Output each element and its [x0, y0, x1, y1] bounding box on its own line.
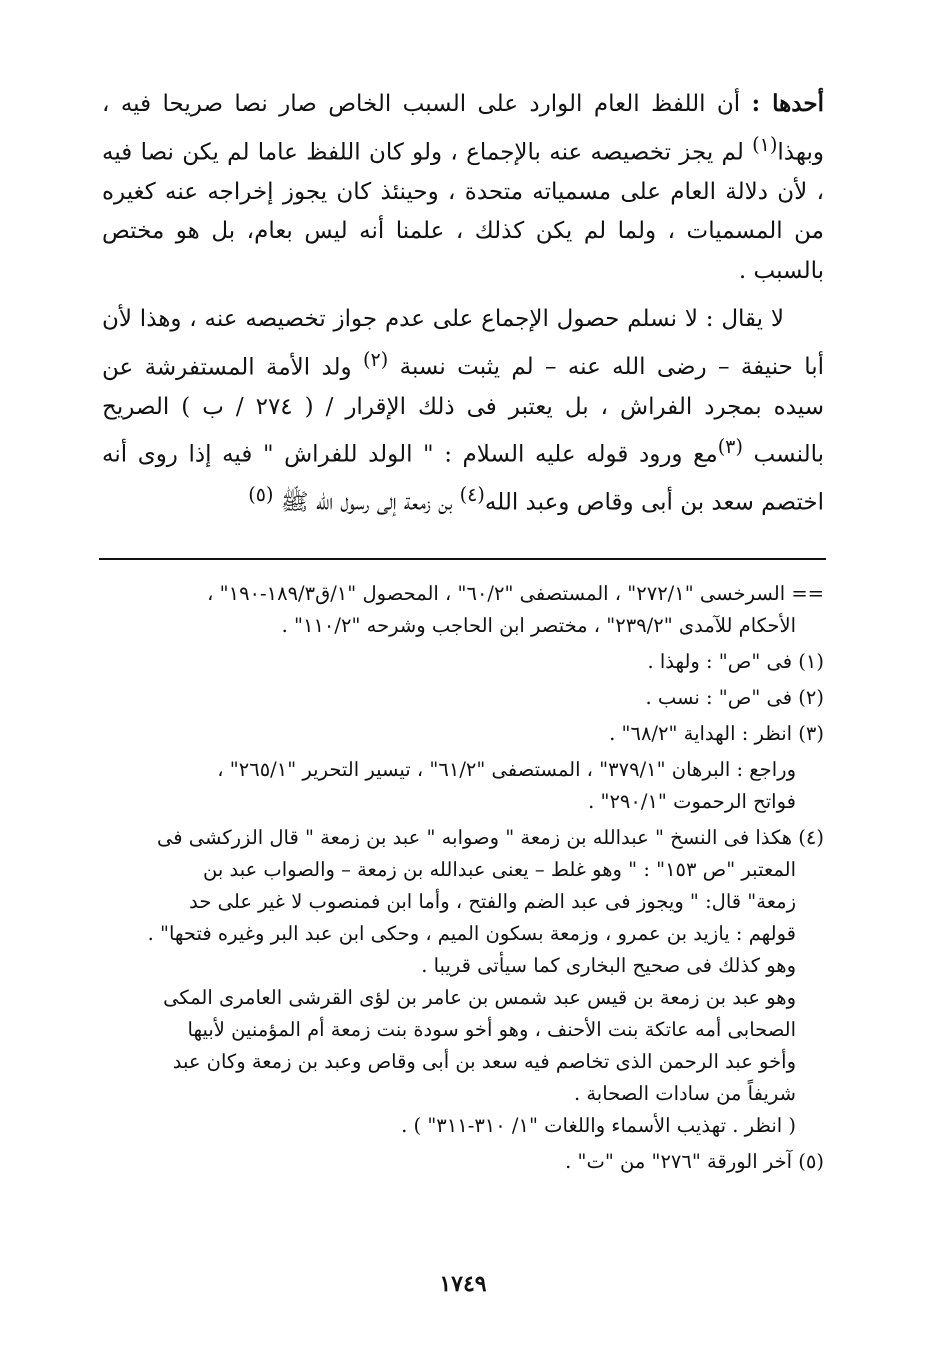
- footnote-4-line: زمعة" قال: " ويجوز فى عبد الضم والفتح ، وأما ابن فمنصوب لا غير على حد: [189, 890, 796, 913]
- footnote-4-line: وأخو عبد الرحمن الذى تخاصم فيه سعد بن أبى وقاص وعبد بن زمعة وكان عبد: [172, 1050, 796, 1073]
- footnote-continuation: الأحكام للآمدى "٢٣٩/٢" ، مختصر ابن الحاجب وشرحه "١١٠/٢" .: [281, 614, 796, 637]
- paragraph-text: ولد الأمة المستفرشة عن سيده بمجرد الفراش ، بل يعتبر فى ذلك الإقرار / ( ٢٧٤ / ب ) الصريح بالنسب: [102, 354, 825, 468]
- footnote-4-line: شريفاً من سادات الصحابة .: [573, 1082, 796, 1105]
- footnote-4: (٤) هكذا فى النسخ " عبدالله بن زمعة " وصوابه " عبد بن زمعة " قال الزركشى فى: [156, 826, 824, 849]
- footnote-4-line: وهو كذلك فى صحيح البخارى كما سيأتى قريبا .: [421, 954, 796, 977]
- footnote-4-line: المعتبر "ص ١٥٣" : " وهو غلط – يعنى عبدالله بن زمعة – والصواب عبد بن: [202, 858, 796, 881]
- paragraph-lead: أحدها :: [751, 90, 824, 117]
- footnote-ref-5: (٥): [248, 483, 274, 507]
- footnote-1: (١) فى "ص" : ولهذا .: [647, 650, 824, 673]
- paragraph-text: بن زمعة إلى رسول الله ﷺ: [280, 490, 453, 517]
- paragraph-2: [102, 300, 824, 523]
- footnote-continuation: == السرخسى "٢٧٢/١" ، المستصفى "٦٠/٢" ، المحصول "١/ق١٨٩/٣-١٩٠" ،: [207, 582, 824, 605]
- footnote-5: (٥) آخر الورقة "٢٧٦" من "ت" .: [565, 1150, 824, 1173]
- footnote-ref-1: (١): [752, 132, 778, 156]
- footnote-4-line: ( انظر . تهذيب الأسماء واللغات "١/ ٣١٠-٣١١" ) .: [401, 1114, 796, 1137]
- footnote-2: (٢) فى "ص" : نسب .: [645, 686, 824, 709]
- paragraph-text: مع ورود قوله عليه السلام : " الولد للفراش " فيه إذا روى أنه اختصم سعد بن أبى وقاص وعبد الله: [102, 441, 824, 517]
- footnote-4-line: الصحابى أمه عاتكة بنت الأحنف ، وهو أخو سودة بنت زمعة أم المؤمنين لأبيها: [187, 1018, 796, 1041]
- footnote-3-line: وراجع : البرهان "٣٧٩/١" ، المستصفى "٦١/٢" ، تيسير التحرير "٢٦٥/١" ،: [217, 758, 796, 781]
- footnote-4-line: وهو عبد بن زمعة بن قيس عبد شمس بن عامر بن لؤى القرشى العامرى المكى: [163, 986, 796, 1009]
- paragraph-text: لم يجز تخصيصه عنه بالإجماع ، ولو كان اللفظ عاما لم يكن نصا فيه ، لأن دلالة العام على مسمياته متحدة ، وحينئذ كان يجوز إخراجه عنه كغيره من المسميات ، ولما لم يكن كذلك ، علمنا أنه ليس بعام، بل هو مختص بالسبب .: [102, 139, 824, 284]
- footnote-ref-3: (٣): [717, 435, 743, 459]
- footnote-3-line: فواتح الرحموت "٢٩٠/١" .: [588, 790, 796, 813]
- main-text: [102, 84, 824, 524]
- footnotes: [102, 578, 824, 1182]
- paragraph-text: لا يقال : لا نسلم حصول الإجماع على عدم جواز تخصيصه عنه ، وهذا لأن أبا حنيفة – رضى الله عنه – لم يثبت نسبة: [102, 306, 825, 381]
- paragraph-1: [102, 84, 824, 291]
- footnote-ref-2: (٢): [363, 347, 389, 371]
- paragraph-text: أن اللفظ العام الوارد على السبب الخاص صار نصا صريحا فيه ، وبهذا: [102, 91, 824, 166]
- footnote-3: (٣) انظر : الهداية "٦٨/٢" .: [609, 722, 824, 745]
- footnote-ref-4: (٤): [459, 483, 485, 507]
- footnote-divider: [99, 558, 826, 560]
- page-number: ١٧٤٩: [439, 1271, 487, 1297]
- footnote-4-line: قولهم : يازيد بن عمرو ، وزمعة بسكون الميم ، وحكى ابن عبد البر وغيره فتحها" .: [147, 922, 796, 945]
